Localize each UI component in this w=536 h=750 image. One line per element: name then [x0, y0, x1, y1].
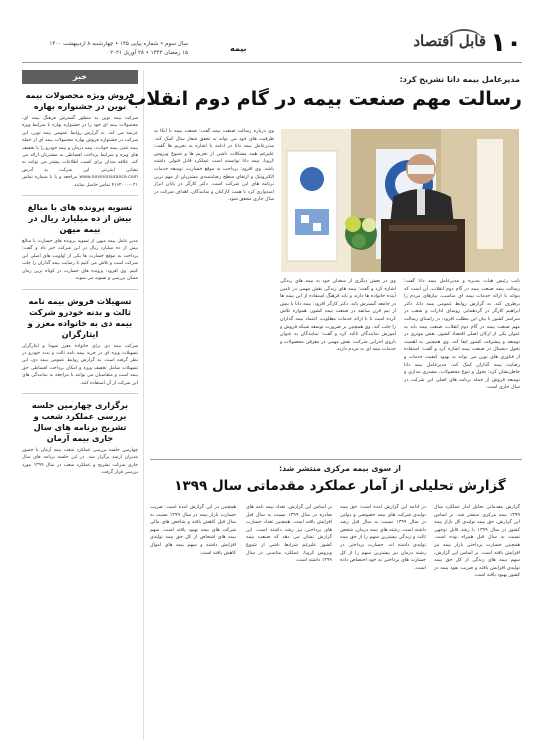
- news-item-title[interactable]: تسویه پرونده های با مبالغ بیش از ده میلیارد ریال در بیمه میهن: [27, 202, 133, 235]
- article-column: وی درباره رسالت صنعت بیمه گفت: صنعت بیمه با اتکا به ظرفیت های خود می تواند به تحقق شعار سال کمک کند. مدیرعامل بیمه دانا در ادامه با اشاره به تحریم ها گفت: علیرغم همه مشکلات ناشی از تحریم ها و شیوع ویروس کرونا، بیمه دانا توانسته است عملکرد قابل قبولی داشته باشد. وی افزود: پرداخت به موقع خسارت، توسعه خدمات الکترونیک و ارتقای سطح رضایتمندی مشتریان از مهم ترین برنامه های این شرکت است. دکتر کارگر در پایان ابراز امیدواری کرد با همت کارکنان و نمایندگان، اهداف شرکت در سال جاری محقق شود.: [154, 129, 274, 203]
- speaker-photo-illustration: [281, 129, 519, 272]
- news-item-title[interactable]: فروش ویژه محصولات بیمه نوین در جشنواره بهاره: [25, 90, 135, 111]
- divider: [22, 195, 138, 196]
- column-divider: [143, 70, 144, 740]
- news-item-body: شرکت بیمه دی برای خانواده معزز شهدا و ایثارگران تسهیلات ویژه ای در خرید بیمه نامه ثالث و بدنه خودرو در نظر گرفته است. به گزارش روابط عمومی بیمه دی، این تسهیلات شامل تخفیف ویژه و امکان پرداخت اقساطی حق بیمه است و متقاضیان می توانند با مراجعه به نمایندگی های این شرکت از آن استفاده کنند.: [22, 343, 138, 386]
- news-item: [22, 90, 138, 189]
- article-headline[interactable]: رسالت مهم صنعت بیمه در گام دوم انقلاب: [127, 88, 522, 110]
- news-item-body: مدیر عامل بیمه میهن از تسویه پرونده های خسارت با مبالغ بیش از ده میلیارد ریال در این شرکت خبر داد و گفت: پرداخت به موقع خسارت ها یکی از اولویت های اصلی این شرکت است و تلاش می کنیم تا رضایت بیمه گذاران را جلب کنیم. وی افزود: پرونده های خسارت در کوتاه ترین زمان ممکن بررسی و تسویه می شوند.: [22, 239, 138, 282]
- dateline-line-1: سال سوم • شماره پیاپی ۱۴۵ • چهارشنبه ۸ اردیبهشت ۱۴۰۰: [49, 41, 188, 47]
- newspaper-logo: قابل اقتصاد: [413, 32, 486, 50]
- divider: [22, 393, 138, 394]
- news-item: [22, 202, 138, 282]
- article-column: بر اساس این گزارش، تعداد بیمه نامه های صادره در سال ۱۳۹۹ نسبت به سال قبل افزایش یافته است. همچنین تعداد خسارت های پرداختی نیز رشد داشته است. این گزارش نشان می دهد که صنعت بیمه کشور علیرغم شرایط ناشی از شیوع ویروس کرونا، عملکرد مناسبی در سال ۱۳۹۹ داشته است.: [246, 505, 332, 564]
- article-column: گزارش مقدماتی تحلیل آمار عملکرد سال ۱۳۹۹ بیمه مرکزی منتشر شد. بر اساس این گزارش، حق بیمه تولیدی کل بازار بیمه کشور در سال ۱۳۹۹ با رشد قابل توجهی نسبت به سال قبل همراه بوده است. همچنین خسارت پرداختی بازار بیمه نیز افزایش یافته است. بر اساس این گزارش، سهم بیمه های زندگی از کل حق بیمه تولیدی افزایش یافته و ضریب نفوذ بیمه در کشور بهبود یافته است.: [434, 505, 520, 579]
- news-column-label: خبر: [22, 70, 138, 84]
- header-rule: [22, 62, 522, 63]
- section-rule: [150, 459, 522, 460]
- news-item: [22, 296, 138, 387]
- article-photo: [281, 129, 519, 272]
- second-article-kicker: از سوی بیمه مرکزی منتشر شد:: [279, 464, 401, 473]
- news-item-title[interactable]: تسهیلات فروش بیمه نامه ثالث و بدنه خودرو شرکت بیمه دی به خانواده معزز و ایثارگران: [27, 295, 133, 339]
- news-column: [22, 70, 138, 738]
- article-column: وی در بخش دیگری از سخنان خود به بیمه های زندگی اشاره کرد و گفت: بیمه های زندگی نقش مهمی در تامین آینده خانواده ها دارند و باید فرهنگ استفاده از این بیمه ها در جامعه گسترش یابد. دکتر کارگر افزود: بیمه دانا با بیش از نیم قرن سابقه در صنعت بیمه کشور، همواره تلاش کرده است تا با ارائه خدمات مطلوب، اعتماد بیمه گذاران را جلب کند. وی همچنین بر ضرورت توسعه شبکه فروش و آموزش نمایندگان تاکید کرد و گفت: نمایندگان به عنوان بازوی اجرایی شرکت، نقش مهمی در معرفی محصولات و خدمات بیمه ای به مردم دارند.: [280, 279, 396, 353]
- page-number: ۱۰: [490, 28, 522, 58]
- divider: [22, 289, 138, 290]
- news-item-title[interactable]: برگزاری چهارمین جلسه بررسی عملکرد شعب و تشریح برنامه های سال جاری بیمه آرمان: [31, 399, 129, 443]
- section-title: بیمه: [230, 44, 247, 53]
- article-column: نایب رئیس هیات مدیره و مدیرعامل بیمه دانا گفت: رسالت بیمه صنعت بیمه در گام دوم انقلاب، آن است که بتواند با ارائه خدمات بیمه ای مناسب، نیازهای مردم را برطرف کند. به گزارش روابط عمومی بیمه دانا، دکتر ابراهیم کارگر در گردهمایی روسای ادارات و شعب در سراسر کشور با بیان این مطلب افزود: در راستای رسالت مهم صنعت بیمه در گام دوم انقلاب، صنعت بیمه باید به عنوان یکی از ارکان اصلی اقتصاد کشور، نقش موثری در توسعه و پیشرفت کشور ایفا کند. وی همچنین به اهمیت تحول دیجیتال در صنعت بیمه اشاره کرد و گفت: استفاده از فناوری های نوین می تواند به بهبود کیفیت خدمات و رضایت بیمه گذاران کمک کند. مدیرعامل بیمه دانا خاطرنشان کرد: تحول و تنوع محصولات، مشتری مداری و توسعه فروش از جمله برنامه های اصلی این شرکت در سال جاری است.: [404, 279, 520, 391]
- second-article-headline[interactable]: گزارش تحلیلی از آمار عملکرد مقدماتی سال ۱۳۹۹: [174, 478, 506, 494]
- article-column: همچنین در این گزارش آمده است: ضریب خسارت بازار بیمه در سال ۱۳۹۹ نسبت به سال قبل کاهش یافته و شاخص های مالی شرکت های بیمه بهبود یافته است. سهم بیمه های اشخاص از کل حق بیمه تولیدی افزایش داشته و سهم بیمه های اموال کاهش یافته است.: [150, 505, 236, 556]
- article-kicker: مدیرعامل بیمه دانا تشریح کرد:: [399, 75, 520, 84]
- news-item-body: شرکت بیمه نوین به منظور گسترش فرهنگ بیمه ای، محصولات بیمه ای خود را در جشنواره بهاره با شرایط ویژه عرضه می کند. به گزارش روابط عمومی بیمه نوین، این شرکت در جشنواره فروش بهاره محصولات بیمه ای از جمله بیمه عمر، بیمه حوادث، بیمه درمان و بیمه خودرو را با تخفیف های ویژه و شرایط پرداخت اقساطی به مشتریان ارائه می کند. علاقه مندان برای کسب اطلاعات بیشتر می توانند به نشانی اینترنتی این شرکت به آدرس www.novininsurance.com مراجعه و یا با شماره تماس ۰۲۱-۴۱۶۲۰۰۰ تماس حاصل نمایند.: [22, 116, 138, 188]
- page-header: [0, 0, 536, 62]
- news-item: [22, 400, 138, 477]
- dateline-line-2: ۱۵ رمضان ۱۴۴۲ • ۲۸ آوریل ۲۰۲۱: [110, 50, 188, 56]
- dateline: [28, 40, 188, 58]
- article-column: در ادامه این گزارش آمده است: حق بیمه تولیدی شرکت های بیمه خصوصی و دولتی در سال ۱۳۹۹ نسبت به سال قبل رشد داشته است. رشته های بیمه درمان، شخص ثالث و زندگی بیشترین سهم را از حق بیمه تولیدی داشته اند. خسارت پرداختی در رشته درمان نیز بیشترین سهم را از کل خسارت های پرداختی به خود اختصاص داده است.: [340, 505, 426, 571]
- news-item-body: چهارمین جلسه بررسی عملکرد شعب بیمه آرمان با حضور مدیران ارشد برگزار شد. در این جلسه برنامه های سال جاری شرکت تشریح و عملکرد شعب در سال ۱۳۹۹ مورد بررسی قرار گرفت.: [22, 447, 139, 476]
